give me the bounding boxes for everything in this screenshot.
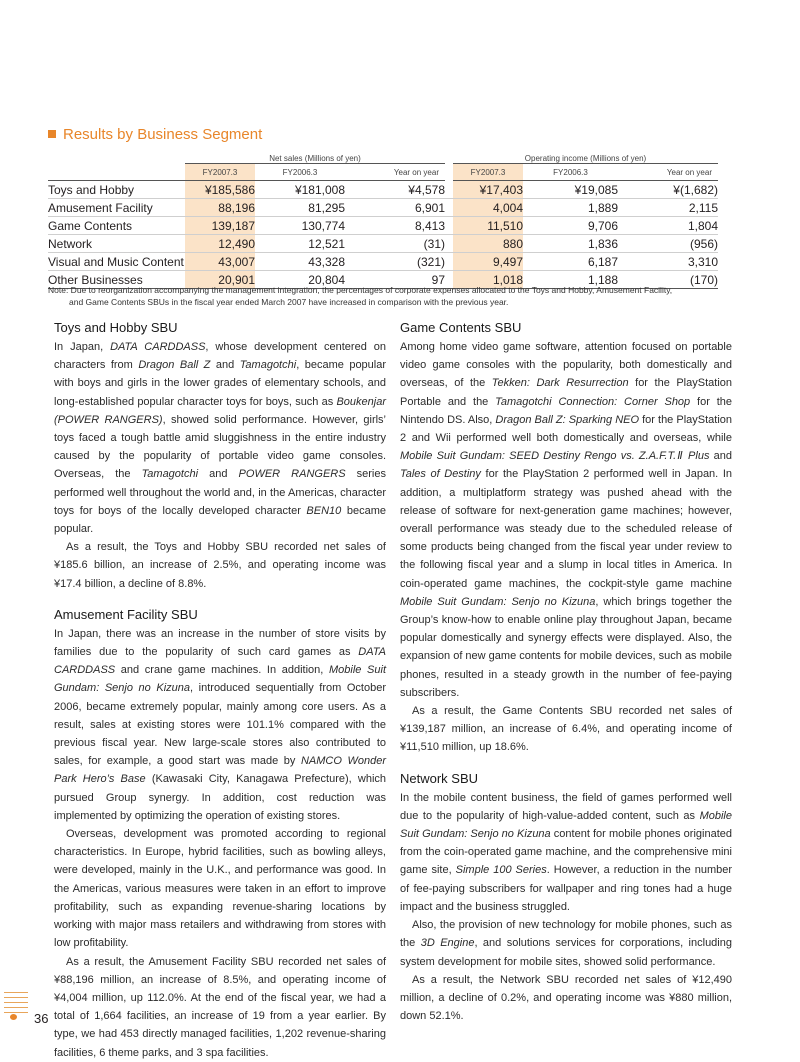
segment-name-cell: Game Contents: [48, 217, 185, 235]
value-cell: ¥19,085: [523, 181, 618, 199]
value-cell: 1,889: [523, 199, 618, 217]
value-cell: 8,413: [345, 217, 445, 235]
paragraph: In the mobile content business, the field of games performed well due to the popularity of high-value-added content, such as Mobile Suit Gundam: Senjo no Kizuna content for mobile phones originated from the coin-operated game machine, and the comprehensive mini game site, Simple 100 Series. However, a reduction in the number of fee-paying subscribers for wallpaper and ring tones had a huge impact and the business struggled.: [400, 791, 732, 913]
value-cell: 139,187: [185, 217, 255, 235]
value-cell: (956): [618, 235, 718, 253]
table-note: Note: Due to reorganization accompanying the management integration, the percentages of corporate expenses allocated to the Toys and Hobby, Amusement Facility, and Game Contents SBUs in the fiscal year ended March 2007 have increased in comparison with the previous year.: [48, 285, 673, 307]
paragraph: As a result, the Network SBU recorded net sales of ¥12,490 million, a decline of 0.2%, and operating income was ¥880 million, down 52.1%.: [400, 973, 732, 1023]
value-cell: 1,018: [453, 271, 523, 289]
group-header-operating-income: Operating income (Millions of yen): [453, 148, 718, 164]
square-bullet-icon: [48, 130, 56, 138]
value-cell: ¥4,578: [345, 181, 445, 199]
left-column: [54, 318, 386, 1062]
col-header-yoy: Year on year: [618, 164, 718, 181]
value-cell: (170): [618, 271, 718, 289]
value-cell: 88,196: [185, 199, 255, 217]
value-cell: 6,187: [523, 253, 618, 271]
value-cell: 2,115: [618, 199, 718, 217]
col-header-fy2007: FY2007.3: [185, 164, 255, 181]
table-row: [48, 235, 718, 253]
value-cell: ¥(1,682): [618, 181, 718, 199]
segment-name-cell: Amusement Facility: [48, 199, 185, 217]
paragraph: Also, the provision of new technology for mobile phones, such as the 3D Engine, and solutions services for corporations, including system development for mobile sites, showed solid performance.: [400, 919, 732, 968]
col-header-fy2006: FY2006.3: [523, 164, 618, 181]
section-title: Results by Business Segment: [48, 126, 262, 143]
heading-toys-and-hobby-sbu: Toys and Hobby SBU: [54, 320, 178, 335]
value-cell: 4,004: [453, 199, 523, 217]
value-cell: (31): [345, 235, 445, 253]
value-cell: 20,804: [255, 271, 345, 289]
value-cell: 20,901: [185, 271, 255, 289]
value-cell: 1,188: [523, 271, 618, 289]
paragraph: Overseas, development was promoted according to regional characteristics. In Europe, hybrid facilities, such as bowling alleys, were developed, mainly in the U.K., and performance was good. In the Americas, various measures were taken in an effort to improve profitability, such as expanding revenue-sharing locations by working with major mass retailers and withdrawing from stores with low profitability.: [54, 828, 386, 950]
table-row: [48, 253, 718, 271]
value-cell: 43,328: [255, 253, 345, 271]
paragraph: As a result, the Toys and Hobby SBU recorded net sales of ¥185.6 billion, an increase of 2.5%, and operating income was ¥17.4 billion, a decline of 8.8%.: [54, 541, 386, 590]
segment-results-table: [48, 148, 718, 289]
value-cell: 1,804: [618, 217, 718, 235]
heading-network-sbu: Network SBU: [400, 770, 479, 786]
value-cell: 9,497: [453, 253, 523, 271]
value-cell: 9,706: [523, 217, 618, 235]
value-cell: 880: [453, 235, 523, 253]
right-column: [400, 318, 732, 1025]
group-header-net-sales: Net sales (Millions of yen): [185, 148, 445, 164]
value-cell: 81,295: [255, 199, 345, 217]
paragraph: In Japan, DATA CARDDASS, whose development centered on characters from Dragon Ball Z and Tamagotchi, became popular with boys and girls in the lower grades of elementary schools, and long-established popular character toys for boys, such as Boukenjar (POWER RANGERS), showed solid performance. However, girls’ toys faced a tough battle amid sluggishness in the entire industry caused by the popularity of portable video game consoles. Overseas, the Tamagotchi and POWER RANGERS series performed well throughout the world and, in the Americas, character toys for boys of the locally developed character BEN10 became popular.: [54, 341, 387, 536]
table-row: [48, 181, 718, 199]
paragraph: As a result, the Amusement Facility SBU recorded net sales of ¥88,196 million, an increase of 8.5%, and operating income of ¥4,004 million, up 112.0%. At the end of the fiscal year, we had a total of 1,664 facilities, an increase of 19 from a year earlier. By type, we had 453 directly managed facilities, 1,202 revenue-sharing facilities, 6 theme parks, and 3 spa facilities.: [54, 955, 386, 1059]
value-cell: 6,901: [345, 199, 445, 217]
paragraph: In Japan, there was an increase in the number of store visits by families due to the popularity of such card games as DATA CARDDASS and crane game machines. In addition, Mobile Suit Gundam: Senjo no Kizuna, introduced sequentially from October 2006, became extremely popular, mainly among core users. As a result, sales at existing stores were 101.1% compared with the previous fiscal year. New large-scale stores also contributed to sales, for example, a good start was made by NAMCO Wonder Park Hero’s Base (Kawasaki City, Kanagawa Prefecture), which pursued Group synergy. In addition, cost reduction was implemented by optimizing the operation of existing stores.: [54, 627, 387, 822]
page-number: 36: [34, 1011, 49, 1026]
col-header-yoy: Year on year: [345, 164, 445, 181]
segment-name-cell: Visual and Music Content: [48, 254, 184, 269]
heading-amusement-facility-sbu: Amusement Facility SBU: [54, 606, 198, 622]
value-cell: (321): [345, 253, 445, 271]
value-cell: 3,310: [618, 253, 718, 271]
col-header-fy2007: FY2007.3: [453, 164, 523, 181]
value-cell: 12,490: [185, 235, 255, 253]
col-header-fy2006: FY2006.3: [255, 164, 345, 181]
table-row: [48, 217, 718, 235]
paragraph: As a result, the Game Contents SBU recorded net sales of ¥139,187 million, an increase of 6.4%, and operating income of ¥11,510 million, up 18.6%.: [400, 705, 732, 754]
segment-name-cell: Other Businesses: [48, 271, 185, 289]
segment-name-cell: Network: [48, 235, 185, 253]
value-cell: 97: [345, 271, 445, 289]
value-cell: ¥185,586: [185, 181, 255, 199]
paragraph: Among home video game software, attention focused on portable video game consoles with the popularity, both domestically and overseas, of the Tekken: Dark Resurrection for the PlayStation Portable and the Tamagotchi Connection: Corner Shop for the Nintendo DS. Also, Dragon Ball Z: Sparking NEO for the PlayStation 2 and Wii performed well both domestically and overseas, while Mobile Suit Gundam: SEED Destiny Rengo vs. Z.A.F.T.Ⅱ Plus and Tales of Destiny for the PlayStation 2 performed well in Japan. In addition, a multiplatform strategy was pushed ahead with the release of software for next-generation game machines; however, overall performance was steady due to the scheduled release of some products being changed from the fiscal year under review to the following fiscal year and a slump in local titles in America. In coin-operated game machines, the cockpit-style game machine Mobile Suit Gundam: Senjo no Kizuna, which brings together the Group’s know-how to enable online play throughout Japan, became popular domestically and synergy effects were displayed. Also, the expansion of new game contents for mobile devices, such as mobile phones, resulted in a steady growth in the number of fee-paying subscribers.: [400, 341, 733, 699]
corner-ornament-icon: [4, 992, 28, 1024]
value-cell: 43,007: [185, 253, 255, 271]
value-cell: 130,774: [255, 217, 345, 235]
value-cell: 11,510: [453, 217, 523, 235]
value-cell: ¥17,403: [453, 181, 523, 199]
value-cell: 1,836: [523, 235, 618, 253]
value-cell: 12,521: [255, 235, 345, 253]
heading-game-contents-sbu: Game Contents SBU: [400, 320, 522, 335]
segment-name-cell: Toys and Hobby: [48, 181, 185, 199]
table-row: [48, 199, 718, 217]
value-cell: ¥181,008: [255, 181, 345, 199]
